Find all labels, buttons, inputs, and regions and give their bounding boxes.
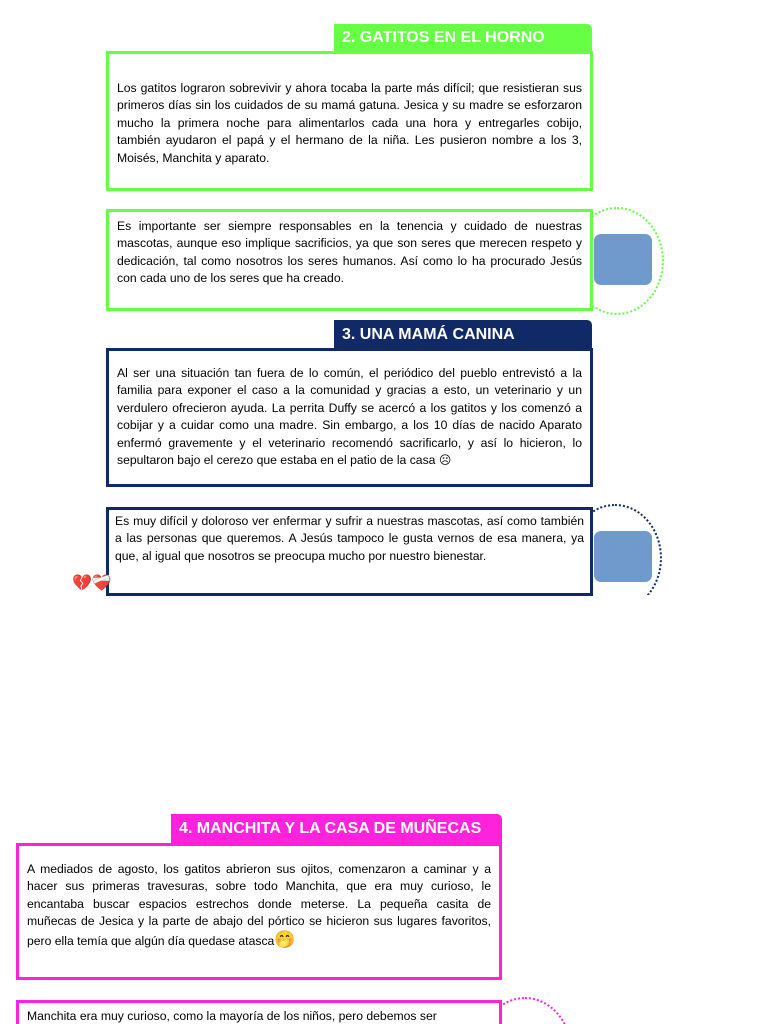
- section-3-story-text: Al ser una situación tan fuera de lo común, el periódico del pueblo entrevistó a la familia para exponer el caso a la comunidad y gracias a esto, un veterinario y un verdulero ofrecieron ayuda. La perrita Duffy se acercó a los gatitos y los comenzó a cobijar y a cuidar como una madre. Sin embargo, a los 10 días de nacido Aparato enfermó gravemente y el veterinario recomendó sacrificarlo, y así lo hicieron, lo sepultaron bajo el cerezo que estaba en el patio de la casa ☹: [117, 366, 582, 468]
- section-2-reflection-text: Es importante ser siempre responsables en la tenencia y cuidado de nuestras mascotas, aunque eso implique sacrificios, ya que son seres que merecen respeto y dedicación, tal como nosotros los seres humanos. Así como lo ha procurado Jesús con cada uno de los seres que ha creado.: [117, 219, 582, 286]
- section-4-story-box: [16, 843, 502, 980]
- section-3-blue-square: [594, 531, 652, 582]
- section-4-title: [171, 814, 502, 844]
- section-3-title-text: 3. UNA MAMÁ CANINA: [342, 325, 515, 343]
- hand-over-mouth-icon: 🤭: [274, 929, 296, 949]
- section-4-reflection-text: Manchita era muy curioso, como la mayoría de los niños, pero debemos ser: [27, 1009, 437, 1023]
- section-2-title-text: 2. GATITOS EN EL HORNO: [342, 29, 545, 46]
- section-2-reflection-box: [106, 209, 593, 311]
- broken-heart-icon: 💔❤️‍🩹: [72, 575, 112, 592]
- section-3-story-box: [106, 348, 593, 487]
- section-4-title-text: 4. MANCHITA Y LA CASA DE MUÑECAS: [179, 820, 482, 837]
- section-4-story-text: A mediados de agosto, los gatitos abrieron sus ojitos, comenzaron a caminar y a hacer sus primeras travesuras, sobre todo Manchita, que era muy curioso, le encantaba buscar espacios estrechos donde meterse. La pequeña casita de muñecas de Jesica y la parte de abajo del pórtico se hicieron sus lugares favoritos, pero ella temía que algún día quedase atasca🤭: [27, 862, 491, 949]
- section-3-title: [334, 320, 592, 349]
- section-3-reflection-text: Es muy difícil y doloroso ver enfermar y sufrir a nuestras mascotas, así como también a las personas que queremos. A Jesús tampoco le gusta vernos de esa manera, ya que, al igual que nosotros se preocupa mucho por nuestro bienestar.: [115, 514, 584, 563]
- section-2-story-text: Los gatitos lograron sobrevivir y ahora tocaba la parte más difícil; que resistieran sus primeros días sin los cuidados de su mamá gatuna. Jesica y su madre se esforzaron mucho la primera noche para alimentarlos cada una hora y entregarles cobijo, también ayudaron el papá y el hermano de la niña. Les pusieron nombre a los 3, Moisés, Manchita y aparato.: [117, 81, 582, 165]
- section-2-title: [334, 24, 592, 52]
- section-2-story-box: [106, 51, 593, 191]
- section-2-blue-square: [594, 234, 652, 285]
- section-3-reflection-box: [106, 507, 593, 596]
- section-4-reflection-box: [16, 1000, 502, 1024]
